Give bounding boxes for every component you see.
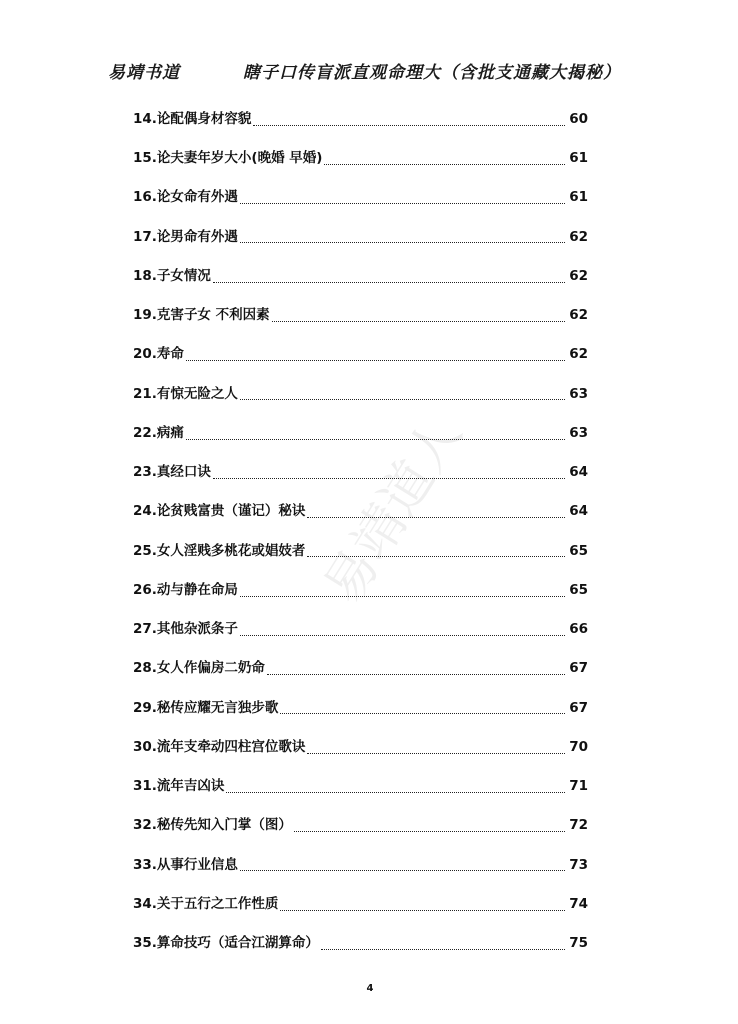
page-header — [108, 58, 628, 88]
toc-dot-leader — [186, 438, 565, 440]
toc-entry[interactable] — [133, 218, 588, 257]
toc-entry-title: 24.论贫贱富贵（谨记）秘诀 — [133, 503, 306, 520]
toc-entry-title: 15.论夫妻年岁大小(晚婚 早婚) — [133, 150, 323, 167]
toc-dot-leader — [267, 673, 565, 675]
toc-dot-leader — [213, 281, 565, 283]
toc-entry[interactable] — [133, 846, 588, 885]
toc-entry[interactable] — [133, 257, 588, 296]
toc-entry[interactable] — [133, 375, 588, 414]
toc-entry[interactable] — [133, 728, 588, 767]
toc-entry[interactable] — [133, 336, 588, 375]
toc-entry-page: 66 — [569, 621, 588, 638]
toc-entry-title: 14.论配偶身材容貌 — [133, 110, 252, 127]
toc-entry-title: 17.论男命有外遇 — [133, 228, 238, 245]
toc-entry-title: 21.有惊无险之人 — [133, 385, 238, 402]
toc-entry-title: 29.秘传应耀无言独步歌 — [133, 699, 279, 716]
toc-entry[interactable] — [133, 414, 588, 453]
toc-entry-page: 63 — [569, 385, 588, 402]
toc-entry-page: 75 — [569, 935, 588, 952]
toc-entry-page: 73 — [569, 856, 588, 873]
toc-dot-leader — [240, 634, 565, 636]
toc-entry-page: 61 — [569, 150, 588, 167]
toc-entry-title: 25.女人淫贱多桃花或娼妓者 — [133, 542, 306, 559]
toc-dot-leader — [280, 712, 565, 714]
toc-dot-leader — [240, 241, 565, 243]
toc-entry-title: 16.论女命有外遇 — [133, 189, 238, 206]
toc-dot-leader — [307, 752, 565, 754]
toc-entry-page: 64 — [569, 464, 588, 481]
toc-entry-page: 65 — [569, 542, 588, 559]
toc-dot-leader — [240, 398, 565, 400]
toc-dot-leader — [324, 163, 565, 165]
toc-dot-leader — [272, 320, 566, 322]
header-book-title: 瞎子口传盲派直观命理大（含批支通藏大揭秘） — [243, 63, 621, 83]
toc-entry-title: 19.克害子女 不利因素 — [133, 307, 270, 324]
toc-entry-page: 65 — [569, 581, 588, 598]
toc-entry-title: 28.女人作偏房二奶命 — [133, 660, 265, 677]
toc-dot-leader — [240, 202, 565, 204]
toc-entry[interactable] — [133, 610, 588, 649]
toc-entry-page: 60 — [569, 110, 588, 127]
toc-dot-leader — [186, 359, 565, 361]
watermark: 易靖道人 — [313, 406, 475, 615]
toc-entry-page: 63 — [569, 424, 588, 441]
toc-entry-page: 61 — [569, 189, 588, 206]
toc-dot-leader — [294, 830, 565, 832]
toc-entry-page: 62 — [569, 307, 588, 324]
toc-entry-page: 62 — [569, 228, 588, 245]
toc-entry-title: 30.流年支牵动四柱宫位歌诀 — [133, 738, 306, 755]
toc-entry[interactable] — [133, 767, 588, 806]
toc-entry-page: 71 — [569, 778, 588, 795]
toc-entry[interactable] — [133, 493, 588, 532]
toc-entry-page: 74 — [569, 895, 588, 912]
toc-entry[interactable] — [133, 296, 588, 335]
toc-entry-title: 18.子女情况 — [133, 267, 211, 284]
toc-entry-page: 62 — [569, 346, 588, 363]
toc-entry[interactable] — [133, 100, 588, 139]
toc-entry-title: 33.从事行业信息 — [133, 856, 238, 873]
toc-entry-title: 22.病痛 — [133, 424, 184, 441]
toc-entry-title: 32.秘传先知入门掌（图） — [133, 817, 292, 834]
toc-dot-leader — [240, 869, 565, 871]
toc-entry[interactable] — [133, 453, 588, 492]
toc-entry[interactable] — [133, 924, 588, 963]
toc-entry[interactable] — [133, 885, 588, 924]
toc-dot-leader — [280, 909, 565, 911]
toc-entry-title: 20.寿命 — [133, 346, 184, 363]
toc-dot-leader — [226, 791, 565, 793]
toc-entry[interactable] — [133, 179, 588, 218]
toc-entry-title: 26.动与静在命局 — [133, 581, 238, 598]
toc-entry[interactable] — [133, 532, 588, 571]
toc-entry-page: 70 — [569, 738, 588, 755]
toc-entry-title: 35.算命技巧（适合江湖算命） — [133, 935, 319, 952]
toc-entry-page: 67 — [569, 699, 588, 716]
header-author: 易靖书道 — [108, 63, 180, 83]
toc-dot-leader — [307, 555, 565, 557]
toc-entry-title: 31.流年吉凶诀 — [133, 778, 225, 795]
toc-entry-title: 23.真经口诀 — [133, 464, 211, 481]
toc-dot-leader — [321, 948, 565, 950]
toc-entry-title: 34.关于五行之工作性质 — [133, 895, 279, 912]
toc-entry[interactable] — [133, 139, 588, 178]
page-number: 4 — [366, 983, 374, 994]
toc-entry-page: 64 — [569, 503, 588, 520]
toc-entry[interactable] — [133, 689, 588, 728]
toc-entry-title: 27.其他杂派条子 — [133, 621, 238, 638]
toc-dot-leader — [213, 477, 565, 479]
toc-entry[interactable] — [133, 571, 588, 610]
toc-entry[interactable] — [133, 807, 588, 846]
toc-dot-leader — [307, 516, 565, 518]
toc-entry-page: 62 — [569, 267, 588, 284]
toc-dot-leader — [253, 124, 565, 126]
toc-entry-page: 67 — [569, 660, 588, 677]
toc-entry[interactable] — [133, 650, 588, 689]
table-of-contents — [133, 100, 588, 964]
toc-dot-leader — [240, 595, 565, 597]
toc-entry-page: 72 — [569, 817, 588, 834]
